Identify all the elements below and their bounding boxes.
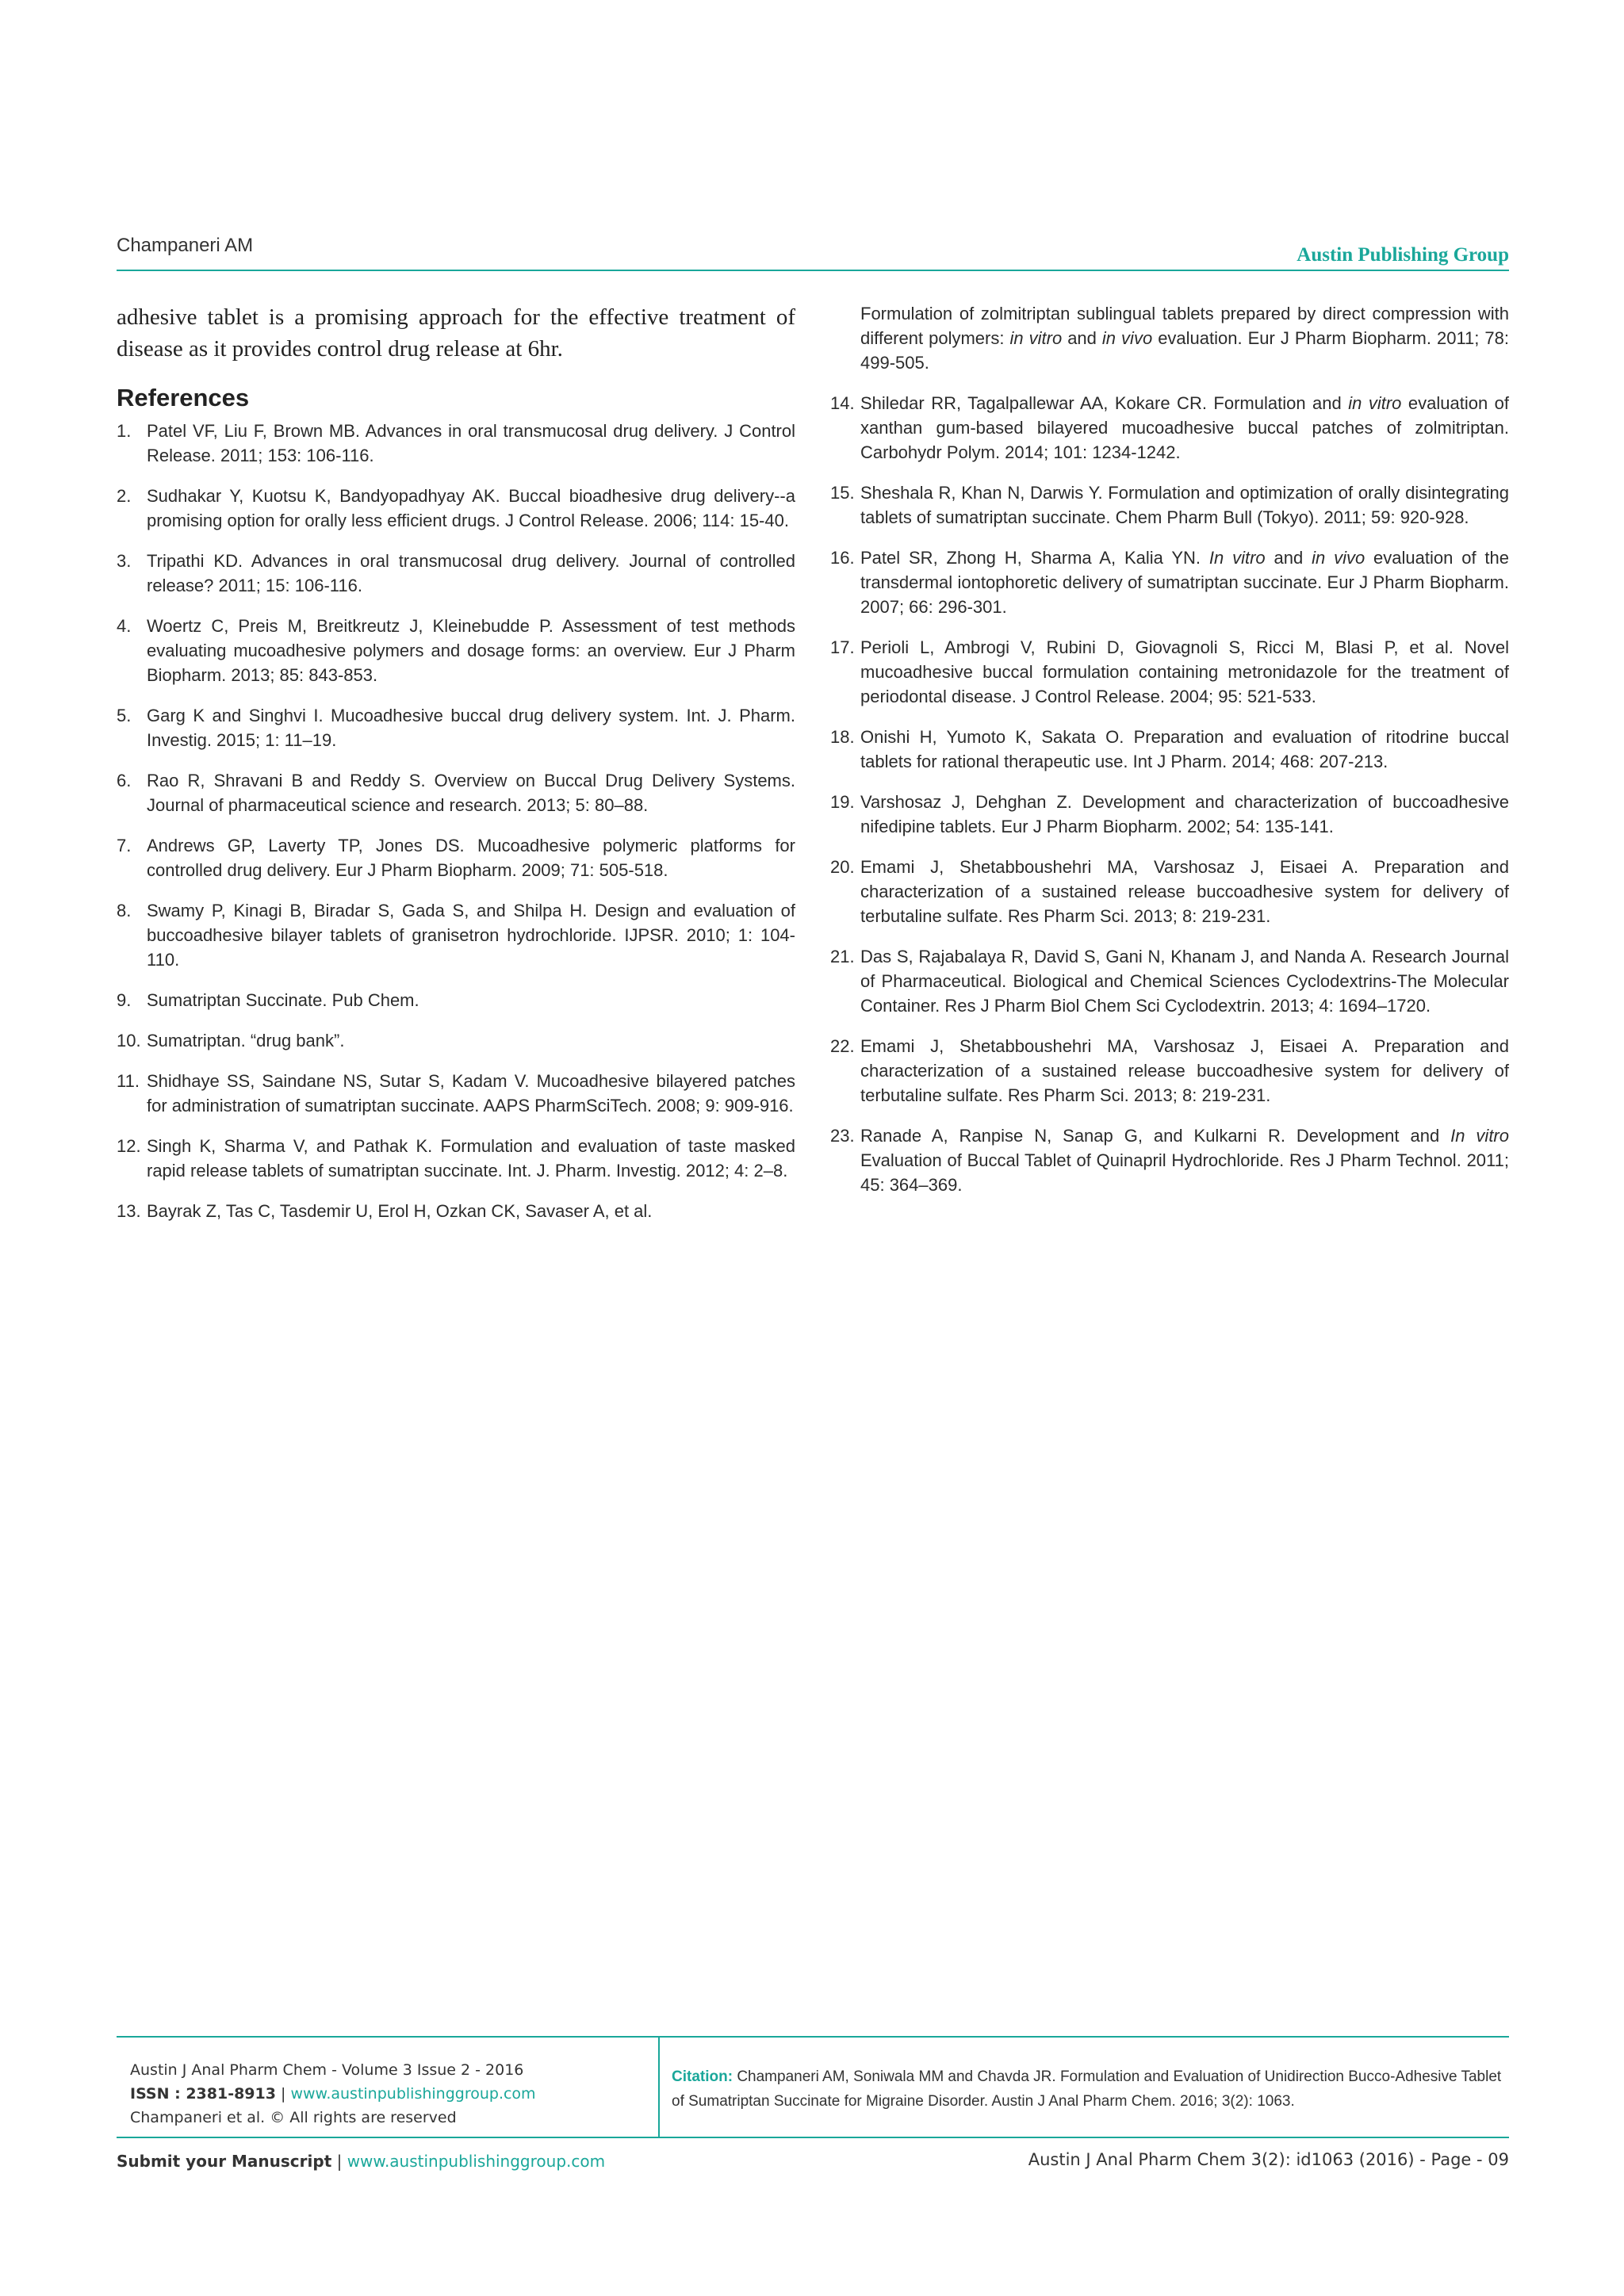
reference-text: Tripathi KD. Advances in oral transmucosal drug delivery. Journal of controlled release? 2011; 15: 106-116. <box>147 551 795 595</box>
reference-item <box>830 635 1509 709</box>
references-heading: References <box>117 384 250 411</box>
reference-italic: In vitro <box>1450 1126 1509 1146</box>
submit-manuscript-label: Submit your Manuscript <box>117 2152 332 2171</box>
reference-item <box>830 391 1509 465</box>
reference-text: Swamy P, Kinagi B, Biradar S, Gada S, and Shilpa H. Design and evaluation of buccoadhesive bilayer tablets of granisetron hydrochloride. IJPSR. 2010; 1: 104-110. <box>147 901 795 970</box>
reference-number: 22. <box>830 1036 855 1056</box>
reference-text: Perioli L, Ambrogi V, Rubini D, Giovagnoli S, Ricci M, Blasi P, et al. Novel mucoadhesive buccal formulation containing metronidazole for the treatment of periodontal disease. J Control Release. 2004; 95: 521-533. <box>860 637 1509 706</box>
submit-separator: | <box>331 2152 347 2171</box>
reference-list-right-plain <box>830 635 1509 1108</box>
header-author: Champaneri AM <box>117 235 254 256</box>
issn-separator: | <box>275 2085 291 2103</box>
reference-text: Emami J, Shetabboushehri MA, Varshosaz J, Eisaei A. Preparation and characterization of a sustained release buccoadhesive system for delivery of terbutaline sulfate. Res Pharm Sci. 2013; 8: 219-231. <box>860 1036 1509 1105</box>
issn-label: ISSN : 2381-8913 <box>130 2085 276 2103</box>
reference-item <box>117 419 795 468</box>
journal-volume-line: Austin J Anal Pharm Chem - Volume 3 Issue 2 - 2016 <box>130 2061 524 2079</box>
reference-text: Shiledar RR, Tagalpallewar AA, Kokare CR. Formulation and <box>860 393 1349 413</box>
reference-list-right <box>830 301 1509 619</box>
right-column <box>830 301 1509 1213</box>
reference-number: 16. <box>830 548 855 568</box>
header-publisher: Austin Publishing Group <box>1297 244 1509 266</box>
reference-number: 10. <box>117 1031 141 1050</box>
reference-text: and <box>1062 328 1102 348</box>
reference-number: 3. <box>117 551 132 571</box>
reference-item <box>830 1123 1509 1197</box>
reference-number: 12. <box>117 1136 141 1156</box>
footer-divider <box>658 2038 660 2137</box>
reference-item <box>117 1134 795 1183</box>
reference-text: Formulation of zolmitriptan sublingual tablets prepared by direct compression with different polymers: <box>860 304 1509 348</box>
reference-text: Rao R, Shravani B and Reddy S. Overview on Buccal Drug Delivery Systems. Journal of pharmaceutical science and research. 2013; 5: 80–88. <box>147 771 795 815</box>
reference-text: Evaluation of Buccal Tablet of Quinapril Hydrochloride. Res J Pharm Technol. 2011; 45: 364–369. <box>860 1150 1509 1195</box>
reference-italic: in vivo <box>1312 548 1365 568</box>
reference-item <box>117 703 795 752</box>
reference-item <box>117 833 795 882</box>
citation-label: Citation: <box>672 2068 733 2085</box>
reference-item <box>117 484 795 533</box>
reference-item <box>117 898 795 972</box>
reference-item <box>830 944 1509 1018</box>
submit-manuscript-line <box>117 2152 605 2171</box>
reference-item <box>117 1028 795 1053</box>
reference-list-right-end <box>830 1123 1509 1197</box>
reference-italic: in vivo <box>1101 328 1153 348</box>
citation-text: Champaneri AM, Soniwala MM and Chavda JR. Formulation and Evaluation of Unidirection Bucco-Adhesive Tablet of Sumatriptan Succinate for Migraine Disorder. Austin J Anal Pharm Chem. 2016; 3(2): 1063. <box>672 2068 1502 2110</box>
reference-item <box>830 725 1509 774</box>
reference-number: 4. <box>117 616 132 636</box>
reference-italic: in vitro <box>1348 393 1402 413</box>
reference-text: Emami J, Shetabboushehri MA, Varshosaz J, Eisaei A. Preparation and characterization of a sustained release buccoadhesive system for delivery of terbutaline sulfate. Res Pharm Sci. 2013; 8: 219-231. <box>860 857 1509 926</box>
reference-number: 14. <box>830 393 855 413</box>
reference-item <box>117 1199 795 1223</box>
reference-number: 2. <box>117 486 132 506</box>
reference-text: Sudhakar Y, Kuotsu K, Bandyopadhyay AK. Buccal bioadhesive drug delivery--a promising option for orally less efficient drugs. J Control Release. 2006; 114: 15-40. <box>147 486 795 530</box>
reference-item <box>830 480 1509 530</box>
reference-text: and <box>1265 548 1312 568</box>
reference-number: 1. <box>117 421 132 441</box>
reference-text: Sheshala R, Khan N, Darwis Y. Formulation and optimization of orally disintegrating tablets of sumatriptan succinate. Chem Pharm Bull (Tokyo). 2011; 59: 920-928. <box>860 483 1509 527</box>
reference-text: Sumatriptan Succinate. Pub Chem. <box>147 990 419 1010</box>
reference-item <box>117 988 795 1012</box>
reference-number: 6. <box>117 771 132 790</box>
reference-text: evaluation of xanthan gum-based bilayered mucoadhesive buccal patches of zolmitriptan. Carbohydr Polym. 2014; 101: 1234-1242. <box>860 393 1510 462</box>
submit-website-link[interactable]: www.austinpublishinggroup.com <box>347 2152 606 2171</box>
reference-text: evaluation. Eur J Pharm Biopharm. 2011; 78: 499-505. <box>860 328 1509 373</box>
reference-number: 18. <box>830 727 855 747</box>
reference-item <box>830 545 1509 619</box>
reference-item <box>830 855 1509 928</box>
footer-journal-info <box>130 2058 645 2130</box>
citation-block <box>672 2064 1504 2114</box>
reference-number: 19. <box>830 792 855 812</box>
reference-number: 20. <box>830 857 855 877</box>
reference-number: 21. <box>830 947 855 966</box>
reference-item <box>117 614 795 687</box>
page-info: Austin J Anal Pharm Chem 3(2): id1063 (2016) - Page - 09 <box>1028 2150 1509 2169</box>
reference-number: 23. <box>830 1126 855 1146</box>
reference-item <box>117 1069 795 1118</box>
reference-number: 8. <box>117 901 132 920</box>
reference-text: Bayrak Z, Tas C, Tasdemir U, Erol H, Ozkan CK, Savaser A, et al. <box>147 1201 653 1221</box>
left-column <box>117 301 795 1239</box>
issn-line <box>130 2082 645 2106</box>
website-link[interactable]: www.austinpublishinggroup.com <box>290 2085 536 2103</box>
reference-number: 9. <box>117 990 132 1010</box>
reference-text: evaluation of the transdermal iontophoretic delivery of sumatriptan succinate. Eur J Pharm Biopharm. 2007; 66: 296-301. <box>860 548 1510 617</box>
reference-italic: In vitro <box>1208 548 1266 568</box>
intro-paragraph: adhesive tablet is a promising approach for the effective treatment of disease as it provides control drug release at 6hr. <box>117 304 795 362</box>
reference-item <box>117 549 795 598</box>
reference-text: Singh K, Sharma V, and Pathak K. Formulation and evaluation of taste masked rapid release tablets of sumatriptan succinate. Int. J. Pharm. Investig. 2012; 4: 2–8. <box>147 1136 795 1181</box>
reference-text: Patel SR, Zhong H, Sharma A, Kalia YN. <box>860 548 1209 568</box>
reference-number: 11. <box>117 1071 140 1091</box>
reference-number: 13. <box>117 1201 141 1221</box>
rights-line: Champaneri et al. © All rights are reserved <box>130 2109 457 2126</box>
reference-text: Garg K and Singhvi I. Mucoadhesive buccal drug delivery system. Int. J. Pharm. Investig. 2015; 1: 11–19. <box>147 706 795 750</box>
reference-item <box>830 1034 1509 1108</box>
reference-text: Shidhaye SS, Saindane NS, Sutar S, Kadam V. Mucoadhesive bilayered patches for administration of sumatriptan succinate. AAPS PharmSciTech. 2008; 9: 909-916. <box>147 1071 795 1115</box>
reference-text: Onishi H, Yumoto K, Sakata O. Preparation and evaluation of ritodrine buccal tablets for rational therapeutic use. Int J Pharm. 2014; 468: 207-213. <box>860 727 1509 771</box>
reference-text: Patel VF, Liu F, Brown MB. Advances in oral transmucosal drug delivery. J Control Release. 2011; 153: 106-116. <box>147 421 795 465</box>
reference-text: Andrews GP, Laverty TP, Jones DS. Mucoadhesive polymeric platforms for controlled drug delivery. Eur J Pharm Biopharm. 2009; 71: 505-518. <box>147 836 795 880</box>
reference-list-left <box>117 419 795 1223</box>
reference-text: Das S, Rajabalaya R, David S, Gani N, Khanam J, and Nanda A. Research Journal of Pharmaceutical. Biological and Chemical Sciences Cyclodextrins-The Molecular Container. Res J Pharm Biol Chem Sci Cyclodextrin. 2013; 4: 1694–1720. <box>860 947 1509 1016</box>
reference-item <box>830 790 1509 839</box>
reference-number: 7. <box>117 836 132 855</box>
footer-box <box>117 2036 1509 2138</box>
reference-text: Varshosaz J, Dehghan Z. Development and characterization of buccoadhesive nifedipine tablets. Eur J Pharm Biopharm. 2002; 54: 135-141. <box>860 792 1509 836</box>
reference-text: Ranade A, Ranpise N, Sanap G, and Kulkarni R. Development and <box>860 1126 1451 1146</box>
reference-text: Sumatriptan. “drug bank”. <box>147 1031 345 1050</box>
reference-text: Woertz C, Preis M, Breitkreutz J, Kleinebudde P. Assessment of test methods evaluating mucoadhesive polymers and dosage forms: an overview. Eur J Pharm Biopharm. 2013; 85: 843-853. <box>147 616 795 685</box>
reference-number: 5. <box>117 706 132 725</box>
header-rule <box>117 270 1509 271</box>
reference-number: 17. <box>830 637 855 657</box>
reference-number: 15. <box>830 483 855 503</box>
reference-item <box>830 301 1509 375</box>
reference-item <box>117 768 795 817</box>
reference-italic: in vitro <box>1009 328 1063 348</box>
